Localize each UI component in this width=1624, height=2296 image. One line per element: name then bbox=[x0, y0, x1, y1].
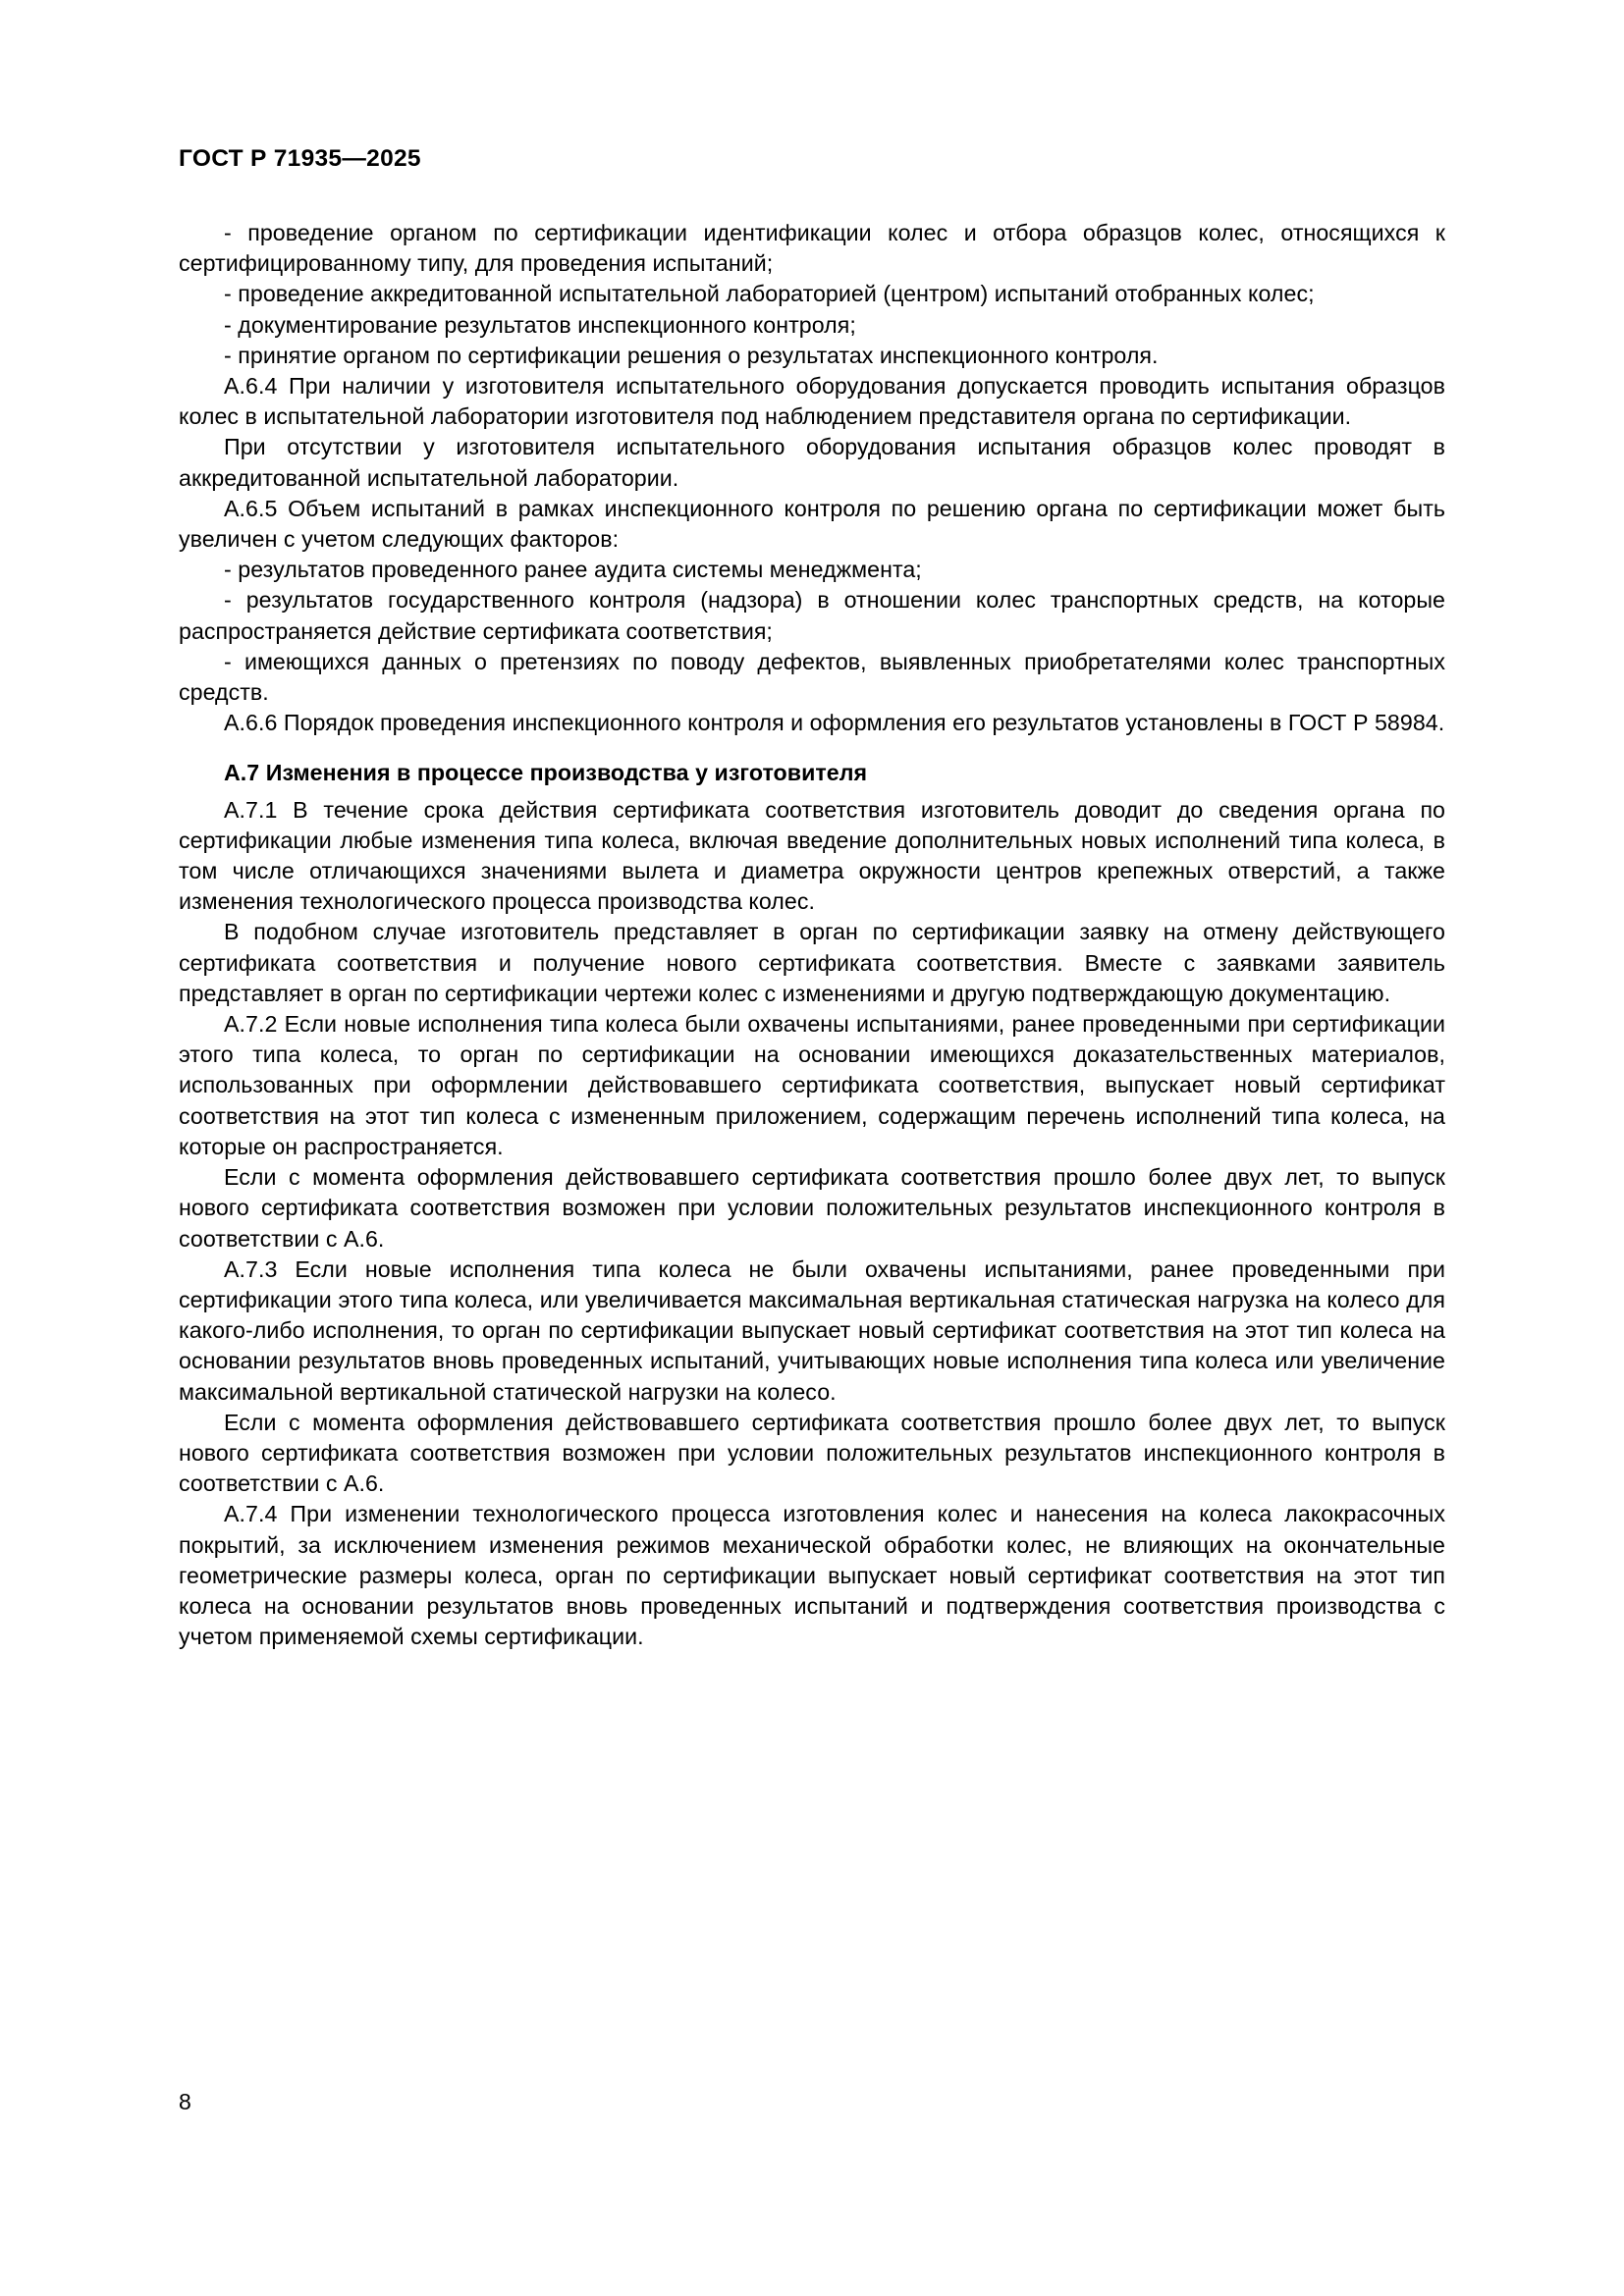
list-item: - принятие органом по сертификации решения о результатах инспекционного контроля. bbox=[224, 342, 1159, 368]
page-header: ГОСТ Р 71935—2025 bbox=[179, 145, 421, 172]
paragraph-a-6-4-b: При отсутствии у изготовителя испытательного оборудования испытания образцов колес проводят в аккредитованной испытательной лаборатории. bbox=[179, 434, 1445, 491]
paragraph-a-6-4: А.6.4 При наличии у изготовителя испытательного оборудования допускается проводить испытания образцов колес в испытательной лаборатории изготовителя под наблюдением представителя органа по сертификации. bbox=[179, 373, 1445, 430]
paragraph-a-7-3-b: Если с момента оформления действовавшего сертификата соответствия прошло более двух лет, то выпуск нового сертификата соответствия возможен при условии положительных результатов инспекционного контроля в соответствии с А.6. bbox=[179, 1409, 1445, 1497]
paragraph-a-7-2: А.7.2 Если новые исполнения типа колеса были охвачены испытаниями, ранее проведенными при сертификации этого типа колеса, то орган по сертификации на основании имеющихся доказательственных материалов, использованных при оформлении действовавшего сертификата соответствия, выпускает новый сертификат соответствия на этот тип колеса с измененным приложением, содержащим перечень исполнений типа колеса, на которые он распространяется. bbox=[179, 1011, 1445, 1159]
list-item: - проведение аккредитованной испытательной лабораторией (центром) испытаний отобранных колес; bbox=[224, 281, 1315, 307]
paragraph-a-7-1: А.7.1 В течение срока действия сертификата соответствия изготовитель доводит до сведения органа по сертификации любые изменения типа колеса, включая введение дополнительных новых исполнений типа колеса, в том числе отличающихся значениями вылета и диаметра окружности центров крепежных отверстий, а также изменения технологического процесса производства колес. bbox=[179, 796, 1445, 915]
list-item: - результатов проведенного ранее аудита системы менеджмента; bbox=[224, 557, 922, 583]
list-item: - документирование результатов инспекционного контроля; bbox=[224, 311, 856, 338]
list-item: - имеющихся данных о претензиях по поводу дефектов, выявленных приобретателями колес транспортных средств. bbox=[179, 648, 1445, 706]
page-number: 8 bbox=[179, 2089, 191, 2114]
paragraph-a-7-2-b: Если с момента оформления действовавшего сертификата соответствия прошло более двух лет, то выпуск нового сертификата соответствия возможен при условии положительных результатов инспекционного контроля в соответствии с А.6. bbox=[179, 1164, 1445, 1252]
section-heading-a-7: А.7 Изменения в процессе производства у изготовителя bbox=[224, 760, 868, 786]
paragraph-a-6-5: А.6.5 Объем испытаний в рамках инспекционного контроля по решению органа по сертификации может быть увеличен с учетом следующих факторов: bbox=[179, 495, 1445, 553]
list-item: - результатов государственного контроля (надзора) в отношении колес транспортных средств, на которые распространяется действие сертификата соответствия; bbox=[179, 587, 1445, 644]
paragraph-a-6-6: А.6.6 Порядок проведения инспекционного контроля и оформления его результатов установлены в ГОСТ Р 58984. bbox=[224, 710, 1445, 736]
list-item: - проведение органом по сертификации идентификации колес и отбора образцов колес, относящихся к сертифицированному типу, для проведения испытаний; bbox=[179, 220, 1445, 277]
paragraph-a-7-3: А.7.3 Если новые исполнения типа колеса не были охвачены испытаниями, ранее проведенными при сертификации этого типа колеса, или увеличивается максимальная вертикальная статическая нагрузка на колесо для какого-либо исполнения, то орган по сертификации выпускает новый сертификат соответствия на этот тип колеса на основании результатов вновь проведенных испытаний, учитывающих новые исполнения типа колеса или увеличение максимальной вертикальной статической нагрузки на колесо. bbox=[179, 1255, 1445, 1405]
paragraph-a-7-1-b: В подобном случае изготовитель представляет в орган по сертификации заявку на отмену действующего сертификата соответствия и получение нового сертификата соответствия. Вместе с заявками заявитель представляет в орган по сертификации чертежи колес с изменениями и другую подтверждающую документацию. bbox=[179, 919, 1445, 1006]
paragraph-a-7-4: А.7.4 При изменении технологического процесса изготовления колес и нанесения на колеса лакокрасочных покрытий, за исключением изменения режимов механической обработки колес, не влияющих на окончательные геометрические размеры колеса, орган по сертификации выпускает новый сертификат соответствия на этот тип колеса на основании результатов вновь проведенных испытаний и подтверждения соответствия производства с учетом применяемой схемы сертификации. bbox=[179, 1501, 1445, 1650]
page-body bbox=[179, 218, 1445, 1652]
